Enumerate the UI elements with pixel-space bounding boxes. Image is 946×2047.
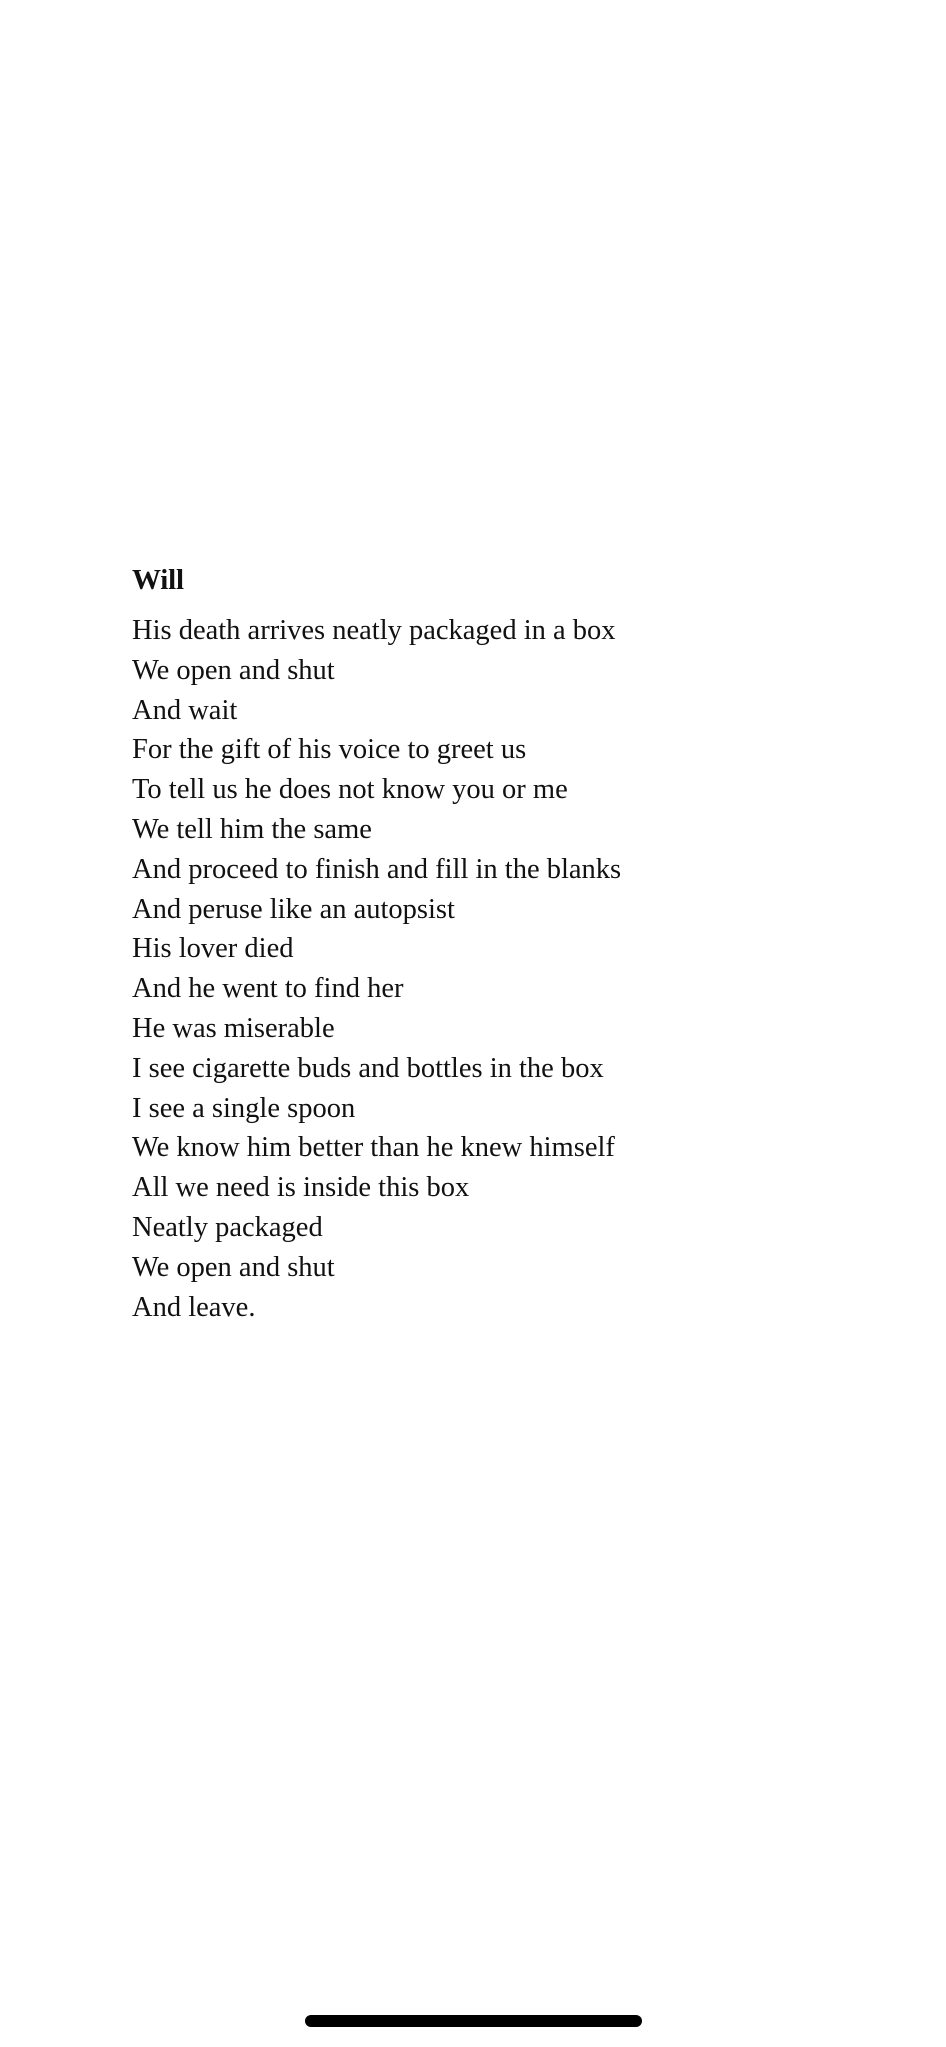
poem-line: And leave.: [132, 1291, 256, 1323]
poem-title: Will: [132, 564, 184, 596]
poem: [132, 563, 832, 1327]
poem-line: His lover died: [132, 933, 294, 965]
poem-line: We know him better than he knew himself: [132, 1132, 615, 1164]
home-indicator[interactable]: [305, 2015, 642, 2027]
poem-body: [132, 611, 832, 1327]
poem-line: And peruse like an autopsist: [132, 893, 455, 925]
poem-line: He was miserable: [132, 1012, 335, 1044]
poem-line: And proceed to finish and fill in the blanks: [132, 853, 622, 885]
poem-line: To tell us he does not know you or me: [132, 774, 568, 806]
poem-line: We open and shut: [132, 1251, 335, 1283]
poem-line: And wait: [132, 694, 238, 726]
poem-line: All we need is inside this box: [132, 1172, 470, 1204]
poem-line: I see a single spoon: [132, 1092, 356, 1124]
poem-line: We tell him the same: [132, 813, 372, 845]
poem-line: His death arrives neatly packaged in a box: [132, 615, 616, 646]
poem-line: We open and shut: [132, 654, 335, 686]
poem-line: And he went to find her: [132, 973, 404, 1005]
poem-line: For the gift of his voice to greet us: [132, 734, 527, 766]
poem-line: Neatly packaged: [132, 1211, 323, 1243]
poem-line: I see cigarette buds and bottles in the box: [132, 1052, 604, 1084]
